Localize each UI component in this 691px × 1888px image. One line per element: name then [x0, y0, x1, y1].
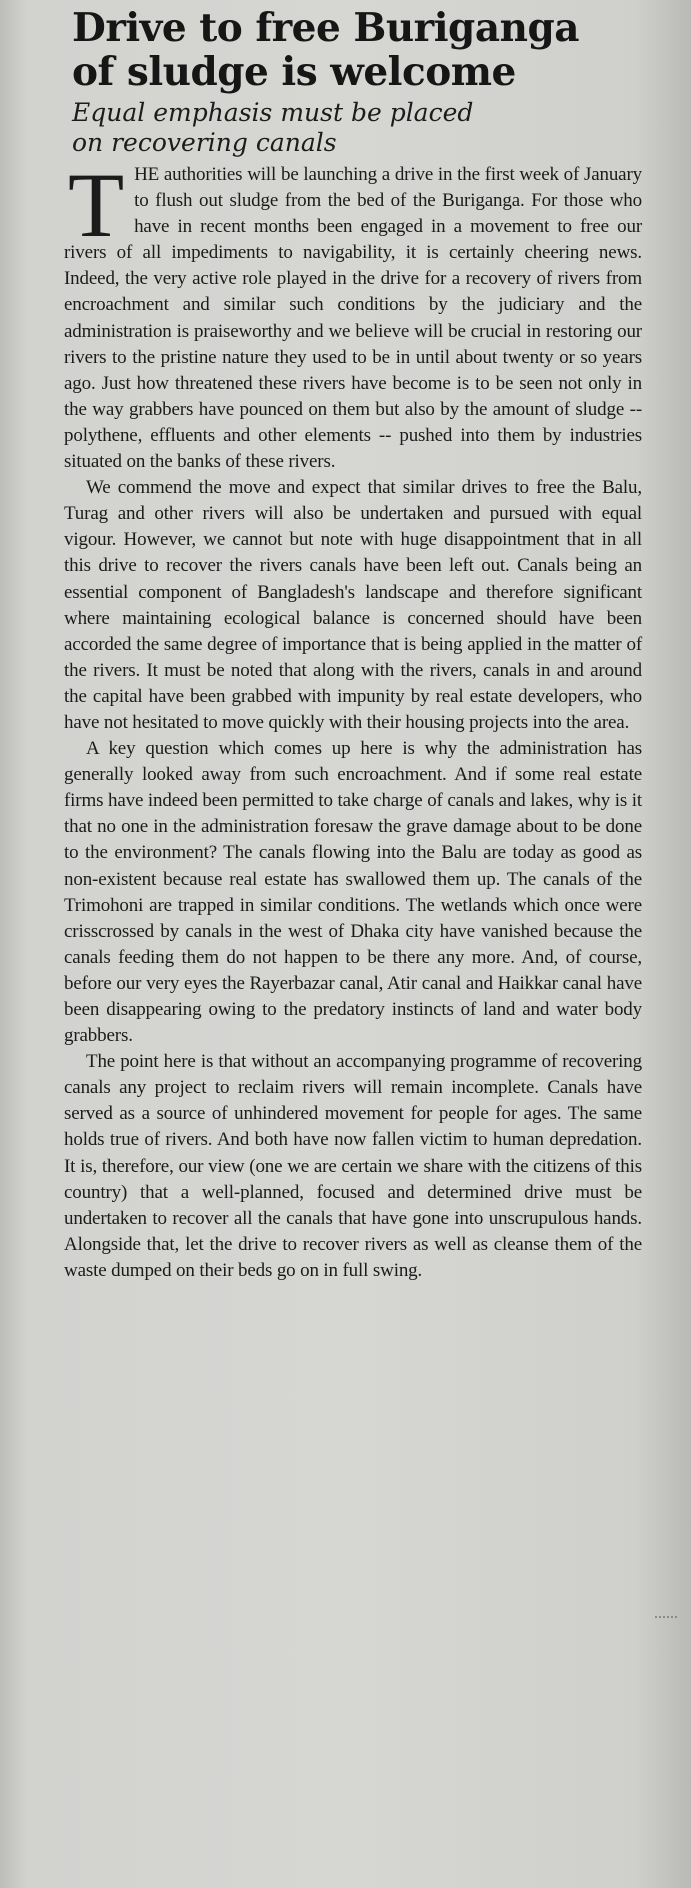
headline-line-1: Drive to free Buriganga — [72, 5, 579, 51]
paragraph-3: A key question which comes up here is why the administration has generally looked away from such encroachment. And if some real estate firms have indeed been permitted to take charge of canals and lakes, why is it that no one in the administration foresaw the grave damage about to be done to the environment? The canals flowing into the Balu are today as good as non-existent because real estate has swallowed them up. The canals of the Trimohoni are trapped in similar conditions. The wetlands which once were crisscrossed by canals in the west of Dhaka city have vanished because the canals feeding them do not happen to be there any more. And, of course, before our very eyes the Rayerbazar canal, Atir canal and Haikkar canal have been disappearing owing to the predatory instincts of land and water body grabbers. — [64, 738, 642, 1047]
paragraph-4: The point here is that without an accompanying programme of recovering canals any project to reclaim rivers will remain incomplete. Canals have served as a source of unhindered movement for people for ages. The same holds true of rivers. And both have now fallen victim to human depredation. It is, therefore, our view (one we are certain we share with the citizens of this country) that a well-planned, focused and determined drive must be undertaken to recover all the canals that have gone into unscrupulous hands. Alongside that, let the drive to recover rivers as well as cleanse them of the waste dumped on their beds go on in full swing. — [64, 1051, 642, 1281]
subhead-line-1: Equal emphasis must be placed — [72, 98, 474, 127]
paragraph-2: We commend the move and expect that similar drives to free the Balu, Turag and other rivers will also be undertaken and pursued with equal vigour. However, we cannot but note with huge disappointment that in all this drive to recover the rivers canals have been left out. Canals being an essential component of Bangladesh's landscape and therefore significant where maintaining ecological balance is concerned should have been accorded the same degree of importance that is being applied in the matter of the rivers. It must be noted that along with the rivers, canals in and around the capital have been grabbed with impunity by real estate developers, who have not hesitated to move quickly with their housing projects into the area. — [64, 477, 642, 733]
subhead-line-2: on recovering canals — [72, 128, 337, 157]
article-body — [64, 154, 642, 1284]
paragraph-1 — [64, 154, 642, 475]
column-divider-mark — [655, 1616, 677, 1618]
headline — [64, 6, 642, 94]
subheadline — [64, 98, 642, 158]
headline-line-2: of sludge is welcome — [72, 49, 516, 95]
editorial-column — [64, 6, 642, 1882]
drop-cap: T — [68, 154, 125, 256]
paragraph-1-text: HE authorities will be launching a drive in the first week of January to flush out sludge from the bed of the Buriganga. For those who have in recent months been engaged in a movement to free our rivers of all impediments to navigability, it is certainly cheering news. Indeed, the very active role played in the drive for a recovery of rivers from encroachment and similar such conditions by the judiciary and the administration is praiseworthy and we believe will be crucial in restoring our rivers to the pristine nature they used to be in until about twenty or so years ago. Just how threatened these rivers have become is to be seen not only in the way grabbers have pounced on them but also by the amount of sludge -- polythene, effluents and other elements -- pushed into them by industries situated on the banks of these rivers. — [64, 164, 642, 473]
